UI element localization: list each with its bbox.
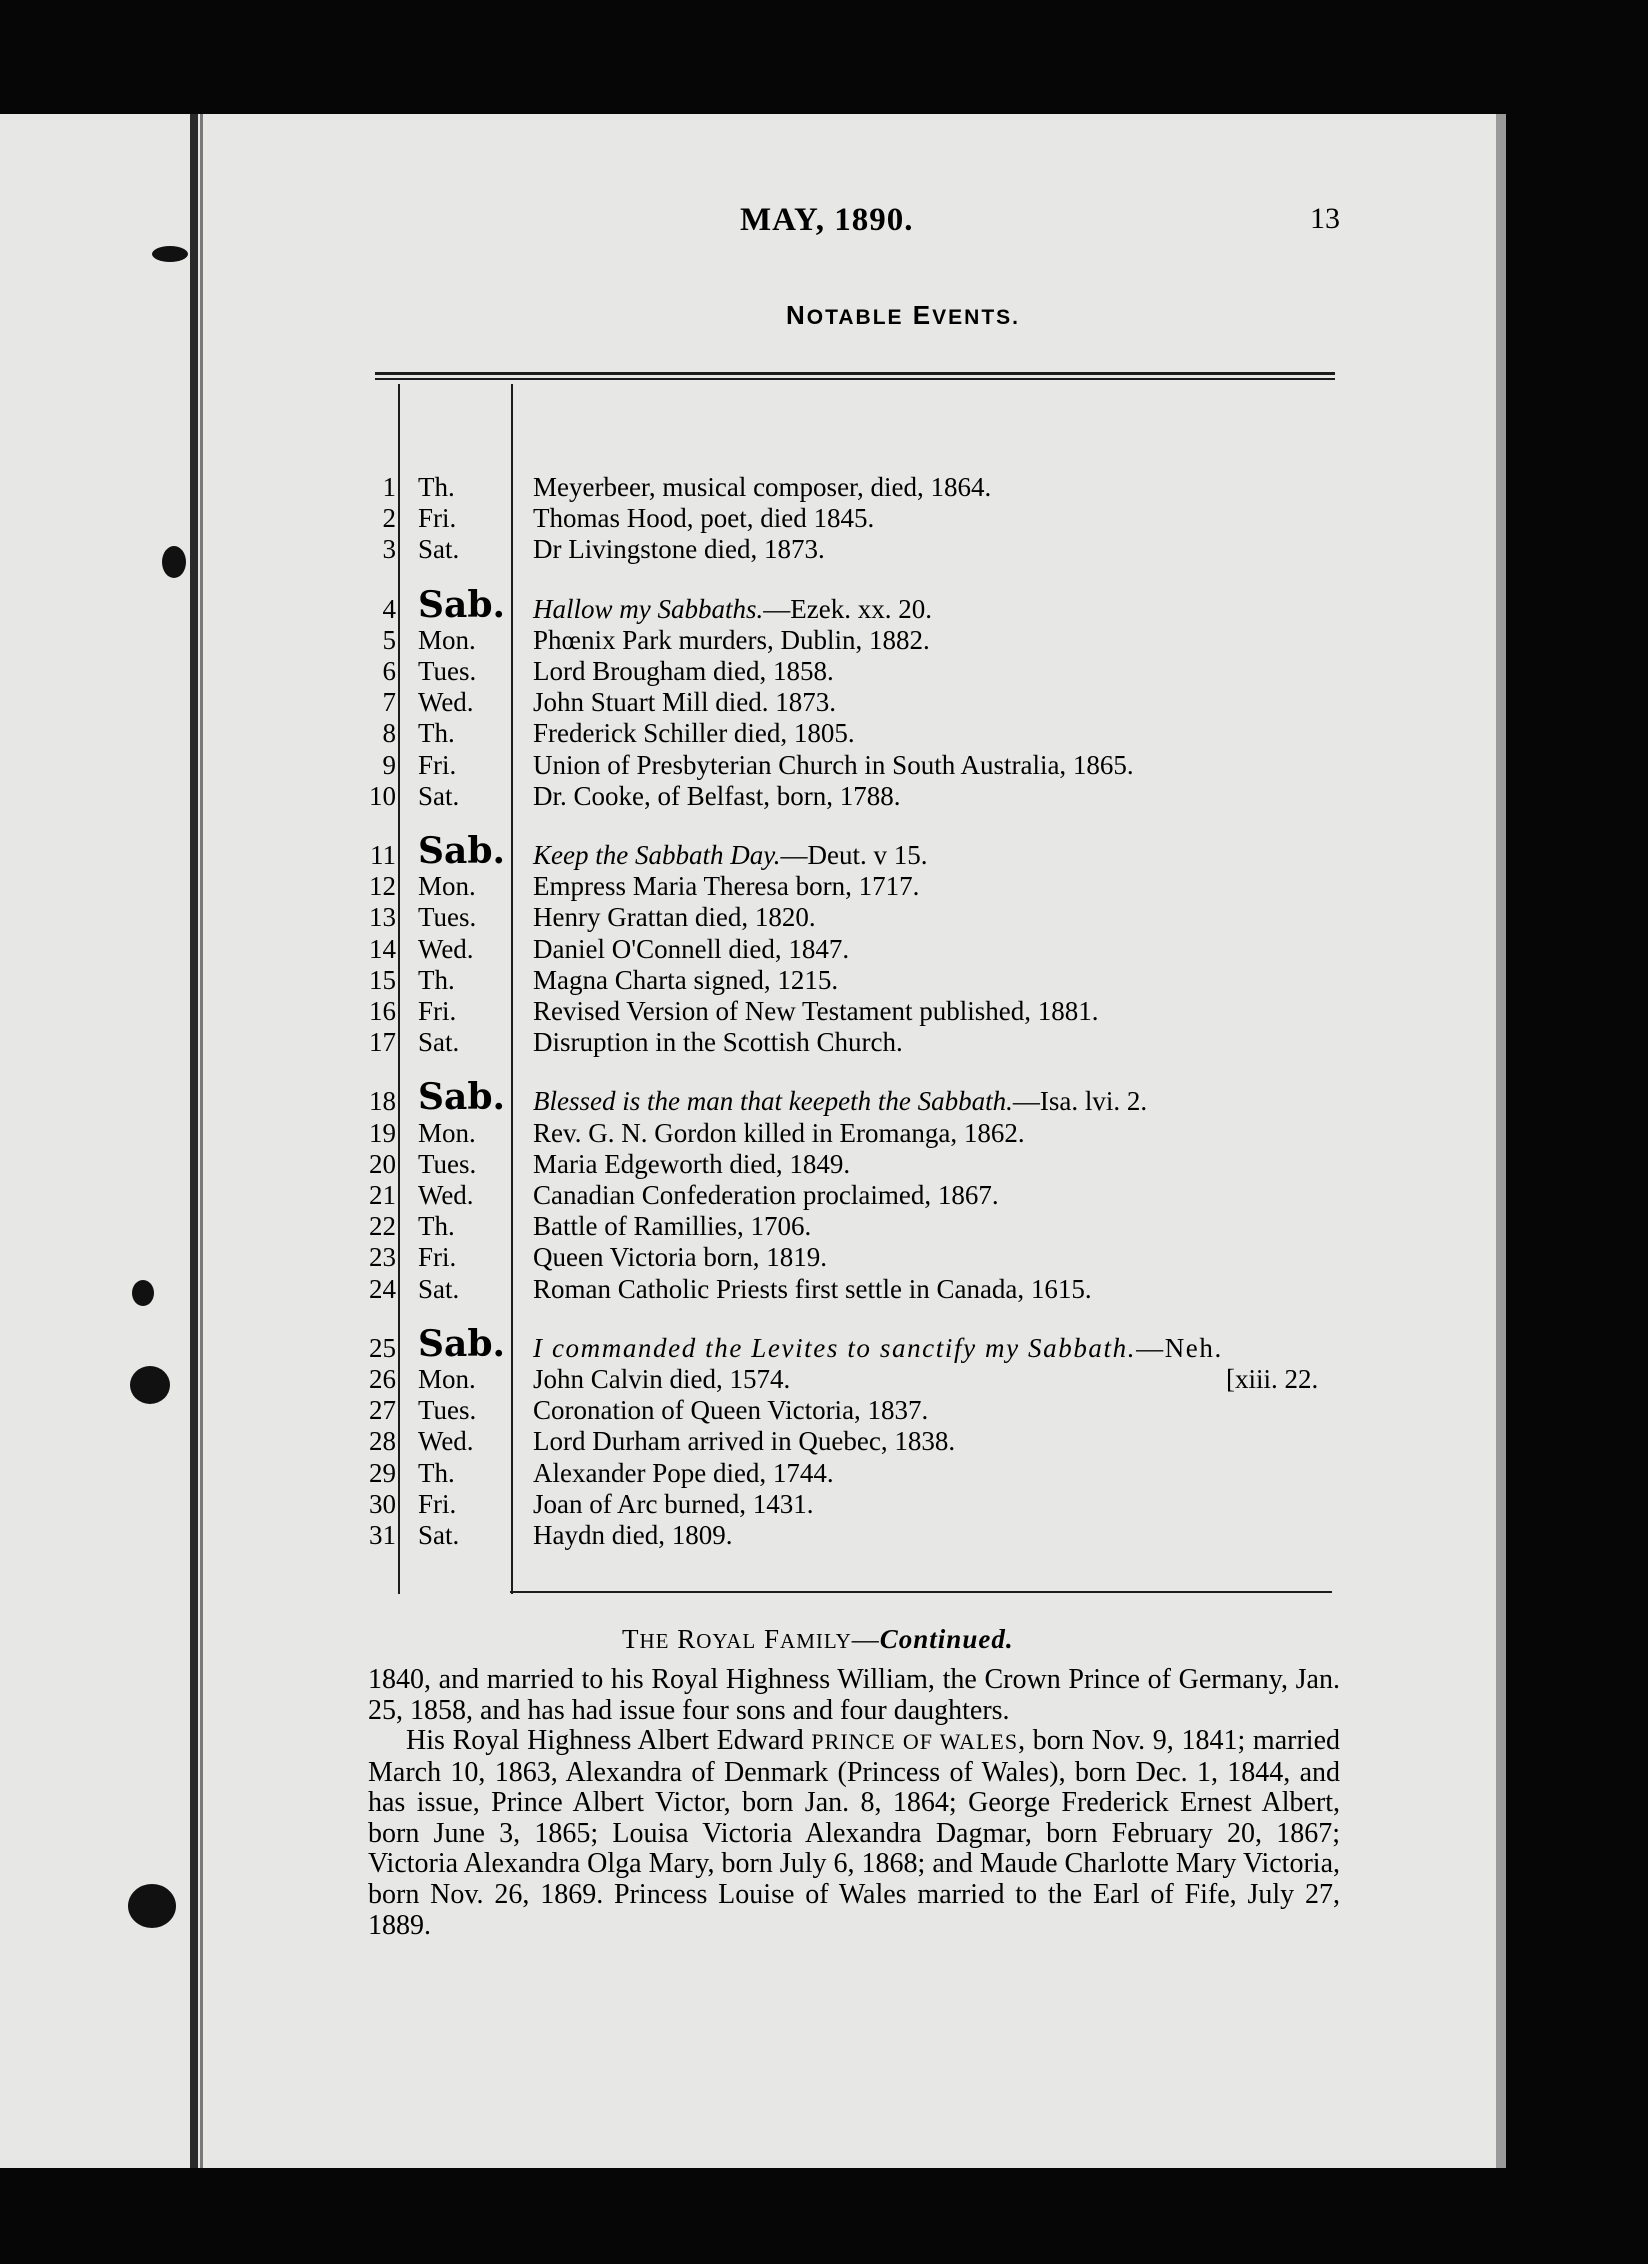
event-text: Magna Charta signed, 1215. [533, 964, 839, 995]
weekday: Mon. [418, 871, 476, 902]
scripture-quote [533, 1333, 1223, 1364]
day-number: 6 [382, 656, 396, 686]
scripture-quote [533, 1086, 1147, 1117]
day-number: 13 [369, 902, 396, 933]
weekday: Tues. [418, 656, 477, 686]
event-row [0, 1118, 1496, 1149]
weekday: Th. [418, 472, 455, 502]
header-rule [375, 372, 1335, 375]
day-number: 1 [382, 472, 396, 502]
day-number: 30 [369, 1488, 396, 1519]
event-text: Dr Livingstone died, 1873. [533, 534, 825, 565]
scripture-reference: —Neh. [1136, 1332, 1223, 1363]
event-row [0, 1211, 1496, 1242]
day-number: 21 [369, 1180, 396, 1210]
event-text: Roman Catholic Priests first settle in Canada, 1615. [533, 1273, 1092, 1304]
royal-family-paragraph-2: His Royal Highness Albert Edward PRINCE OF WALES, born Nov. 9, 1841; married March 10, 1863, Alexandra of Denmark (Princess of Wales), born Dec. 1, 1844, and has issue, Prince Albert Victor, born Jan. 8, 1864; George Frederick Ernest Albert, born June 3, 1865; Louisa Victoria Alexandra Dagmar, born February 20, 1867; Victoria Alexandra Olga Mary, born July 6, 1868; and Maude Charlotte Mary Victoria, born Nov. 26, 1869. Princess Louise of Wales married to the Earl of Fife, July 27, 1889. [368, 1725, 1340, 1941]
event-text: Alexander Pope died, 1744. [533, 1457, 834, 1488]
event-row [0, 1426, 1496, 1457]
weekday: Tues. [418, 1395, 477, 1426]
event-text: Battle of Ramillies, 1706. [533, 1211, 812, 1242]
weekday: Tues. [418, 902, 477, 933]
day-number: 25 [369, 1332, 396, 1363]
event-row [0, 996, 1496, 1027]
event-row [0, 1242, 1496, 1273]
weekday: Fri. [418, 749, 457, 780]
event-text: Dr. Cooke, of Belfast, born, 1788. [533, 780, 901, 811]
day-number: 15 [369, 964, 396, 995]
event-row [0, 1520, 1496, 1551]
event-text: John Stuart Mill died. 1873. [533, 687, 836, 718]
event-row [0, 1149, 1496, 1180]
notable-events-heading: NOTABLE EVENTS. [786, 300, 1020, 330]
weekday: Mon. [418, 1364, 476, 1394]
weekday: Fri. [418, 503, 457, 534]
event-text: Henry Grattan died, 1820. [533, 902, 816, 933]
day-number: 23 [369, 1242, 396, 1273]
quote-text: Keep the Sabbath Day. [533, 840, 781, 870]
event-text: Canadian Confederation proclaimed, 1867. [533, 1180, 999, 1210]
event-text: Meyerbeer, musical composer, died, 1864. [533, 472, 992, 502]
day-number: 29 [369, 1457, 396, 1488]
day-number: 26 [369, 1364, 396, 1394]
event-text: Thomas Hood, poet, died 1845. [533, 503, 875, 534]
day-number: 18 [369, 1086, 396, 1117]
event-row [0, 1395, 1496, 1426]
weekday: Sab. [418, 583, 506, 626]
royal-family-paragraph-1: 1840, and married to his Royal Highness William, the Crown Prince of Germany, Jan. 25, 1858, and has had issue four sons and four daughters. [368, 1664, 1340, 1726]
day-number: 10 [369, 780, 396, 811]
binding-hole [128, 1884, 176, 1928]
event-row [0, 583, 1496, 626]
weekday: Wed. [418, 933, 474, 964]
weekday: Sat. [418, 1027, 460, 1058]
weekday: Sab. [418, 1076, 506, 1119]
binding-hole [152, 246, 188, 262]
event-text: Phœnix Park murders, Dublin, 1882. [533, 624, 930, 655]
scripture-reference: —Ezek. xx. 20. [763, 593, 932, 624]
royal-family-heading: THE ROYAL FAMILY—Continued. [622, 1624, 1014, 1654]
weekday: Th. [418, 1211, 455, 1242]
event-row [0, 1180, 1496, 1211]
day-number: 11 [370, 840, 396, 870]
weekday: Th. [418, 718, 455, 749]
quote-text: I commanded the Levites to sanctify my Sabbath. [533, 1332, 1137, 1363]
event-row [0, 871, 1496, 902]
event-row [0, 934, 1496, 965]
event-text: Maria Edgeworth died, 1849. [533, 1148, 851, 1179]
event-row [0, 1364, 1496, 1395]
event-row [0, 902, 1496, 933]
event-text: Rev. G. N. Gordon killed in Eromanga, 1862. [533, 1117, 1025, 1148]
event-row [0, 1274, 1496, 1305]
event-text: John Calvin died, 1574. [533, 1364, 791, 1394]
weekday: Sat. [418, 534, 460, 565]
quote-text: Hallow my Sabbaths. [533, 593, 764, 624]
weekday: Sat. [418, 1520, 460, 1550]
event-row [0, 625, 1496, 656]
weekday: Tues. [418, 1148, 477, 1179]
day-number: 24 [369, 1273, 396, 1304]
weekday: Sab. [418, 830, 506, 872]
event-row [0, 1076, 1496, 1119]
event-text: Daniel O'Connell died, 1847. [533, 933, 850, 964]
weekday: Fri. [418, 1488, 457, 1519]
day-number: 5 [382, 624, 396, 655]
event-text: Lord Durham arrived in Quebec, 1838. [533, 1426, 956, 1457]
quote-text: Blessed is the man that keepeth the Sabbath. [533, 1086, 1013, 1117]
weekday: Wed. [418, 1426, 474, 1457]
day-number: 9 [382, 749, 396, 780]
event-text: Joan of Arc burned, 1431. [533, 1488, 814, 1519]
weekday: Fri. [418, 1242, 457, 1273]
event-text: Frederick Schiller died, 1805. [533, 718, 855, 749]
event-row [0, 830, 1496, 872]
weekday: Sab. [418, 1322, 506, 1365]
event-text: Lord Brougham died, 1858. [533, 656, 834, 686]
event-row [0, 965, 1496, 996]
day-number: 14 [369, 933, 396, 964]
day-number: 27 [369, 1395, 396, 1426]
weekday: Fri. [418, 996, 457, 1026]
header-rule [510, 1591, 1332, 1593]
weekday: Mon. [418, 624, 476, 655]
event-row [0, 781, 1496, 812]
event-row [0, 1489, 1496, 1520]
day-number: 31 [369, 1520, 396, 1550]
event-row [0, 1027, 1496, 1058]
day-number: 16 [369, 996, 396, 1026]
event-row [0, 656, 1496, 687]
event-row [0, 503, 1496, 534]
weekday: Sat. [418, 1273, 460, 1304]
weekday: Wed. [418, 1180, 474, 1210]
event-row [0, 750, 1496, 781]
page-title: MAY, 1890. [740, 202, 914, 238]
event-row [0, 1322, 1496, 1365]
weekday: Wed. [418, 687, 474, 718]
event-row [0, 687, 1496, 718]
day-number: 3 [382, 534, 396, 565]
scripture-reference: —Deut. v 15. [780, 840, 928, 870]
event-text: Haydn died, 1809. [533, 1520, 733, 1550]
day-number: 2 [382, 503, 396, 534]
event-text: Disruption in the Scottish Church. [533, 1027, 903, 1058]
day-number: 17 [369, 1027, 396, 1058]
day-number: 22 [369, 1211, 396, 1242]
day-number: 8 [382, 718, 396, 749]
day-number: 28 [369, 1426, 396, 1457]
day-number: 19 [369, 1117, 396, 1148]
scripture-quote [533, 840, 927, 871]
weekday: Mon. [418, 1117, 476, 1148]
event-row [0, 718, 1496, 749]
page-edge-shadow [1496, 114, 1506, 2168]
event-row [0, 534, 1496, 565]
event-text: Revised Version of New Testament published, 1881. [533, 996, 1099, 1026]
event-text: Queen Victoria born, 1819. [533, 1242, 828, 1273]
scripture-quote [533, 594, 932, 625]
event-row [0, 1458, 1496, 1489]
page-number: 13 [1310, 202, 1340, 235]
weekday: Th. [418, 964, 455, 995]
weekday: Sat. [418, 780, 460, 811]
event-row [0, 472, 1496, 503]
scripture-reference: —Isa. lvi. 2. [1012, 1086, 1148, 1117]
weekday: Th. [418, 1457, 455, 1488]
day-number: 7 [382, 687, 396, 718]
event-text: Empress Maria Theresa born, 1717. [533, 871, 920, 902]
event-text: Union of Presbyterian Church in South Australia, 1865. [533, 749, 1134, 780]
reference-continuation: [xiii. 22. [1226, 1364, 1319, 1394]
header-rule [375, 378, 1335, 380]
day-number: 20 [369, 1148, 396, 1179]
event-text: Coronation of Queen Victoria, 1837. [533, 1395, 929, 1426]
day-number: 4 [382, 593, 396, 624]
day-number: 12 [369, 871, 396, 902]
